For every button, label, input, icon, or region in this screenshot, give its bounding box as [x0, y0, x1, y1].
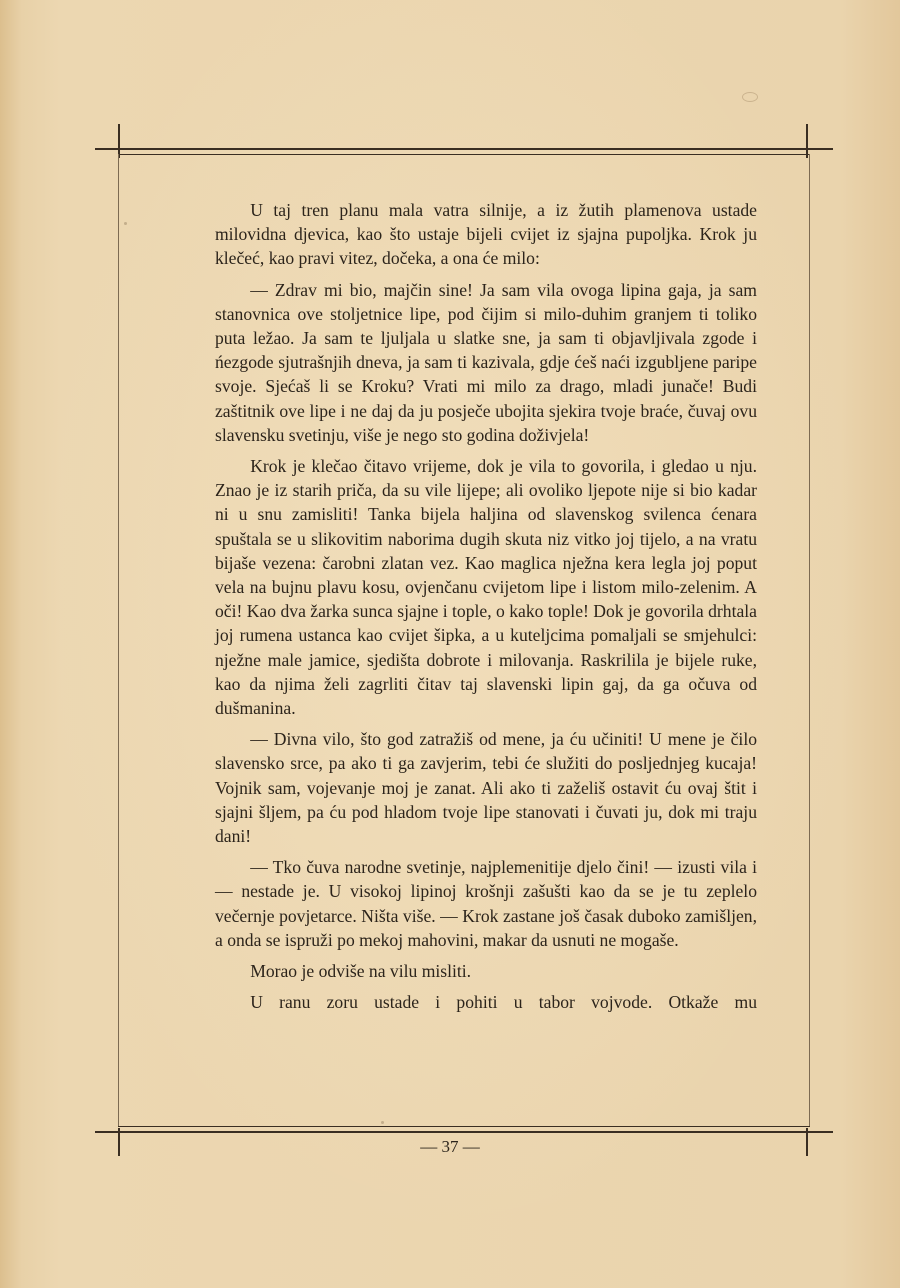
body-text — [215, 198, 757, 1022]
paragraph: Morao je odviše na vilu misliti. — [250, 961, 472, 982]
left-border-line — [118, 154, 119, 1126]
paragraph: — Zdrav mi bio, majčin sine! Ja sam vila ovoga lipina gaja, ja sam stanovnica ove stoljetnice lipe, pod čijim si milo-duhim granjem ti toliko puta ležao. Ja sam te ljuljala u slatke sne, ja sam ti objavljivala zgode i ńezgode sjutrašnjih dneva, ja sam ti kazivala, gdje ćeš naći izgubljene paripe svoje. Sjećaš li se Kroku? Vrati mi milo za drago, mladi junače! Budi zaštitnik ove lipe i ne daj da ju posječe ubojita sjekira tvoje braće, čuvaj ovu slavensku svetinju, više je nego sto godina doživjela! — [215, 279, 757, 445]
paper-speck — [742, 92, 758, 102]
paragraph: — Divna vilo, što god zatražiš od mene, ja ću učiniti! U mene je čilo slavensko srce, pa ako ti ga zavjerim, tebi će služiti do posljednjeg kucaja! Vojnik sam, vojevanje moj je zanat. Ali ako ti zaželiš ostavit ću ovaj štit i sjajni šljem, pa ću pod hladom tvoje lipe stanovati i čuvati ju, dok mi traju dani! — [215, 729, 757, 847]
paragraph: U taj tren planu mala vatra silnije, a iz žutih plamenova ustade milovidna djevica, kao što ustaje bijeli cvijet iz sjajna pupoljka. Krok ju klečeć, kao pravi vitez, dočeka, a ona će milo: — [215, 200, 757, 269]
paper-speck — [381, 1121, 384, 1124]
paragraph: U ranu zoru ustade i pohiti u tabor vojvode. Otkaže mu — [250, 992, 757, 1013]
top-right-corner-mark — [806, 124, 808, 158]
top-left-corner-mark — [118, 124, 120, 158]
top-border-line — [95, 148, 833, 150]
paper-speck — [124, 222, 127, 225]
page-number: — 37 — — [420, 1137, 480, 1156]
right-border-line — [809, 154, 810, 1126]
paragraph: Krok je klečao čitavo vrijeme, dok je vila to govorila, i gledao u nju. Znao je iz starih priča, da su vile lijepe; ali ovoliko ljepote nije si bio kadar ni u snu zamisliti! Tanka bijela haljina od slavenskog svilenca ćenara spuštala se u slikovitim naborima dugih skuta niz vitko joj tijelo, a na vratu bijaše vezena: čarobni zlatan vez. Kao maglica nježna kera legla joj poput vela na bujnu plavu kosu, ovjenčanu cvijetom lipe i listom milo-zelenim. A oči! Kao dva žarka sunca sjajne i tople, o kako tople! Dok je govorila drhtala joj rumena ustanca kao cvijet šipka, a u kuteljcima pomaljali se smjehulci: nježne male jamice, sjedišta dobrote i milovanja. Raskrilila je bijele ruke, kao da njima želi zagrliti čitav taj slavenski lipin gaj, da ga očuva od dušmanina. — [215, 456, 757, 719]
paragraph: — Tko čuva narodne svetinje, najplemenitije djelo čini! — izusti vila i — nestade je. U visokoj lipinoj krošnji zašušti kao da se je tu zeplelo večernje povjetarce. Ništa više. — Krok zastane još časak duboko zamišljen, a onda se ispruži po mekoj mahovini, makar da usnuti ne mogaše. — [215, 857, 757, 950]
top-border-line-inner — [118, 154, 810, 155]
bottom-border-line-inner — [118, 1126, 810, 1127]
bottom-border-line — [95, 1131, 833, 1133]
